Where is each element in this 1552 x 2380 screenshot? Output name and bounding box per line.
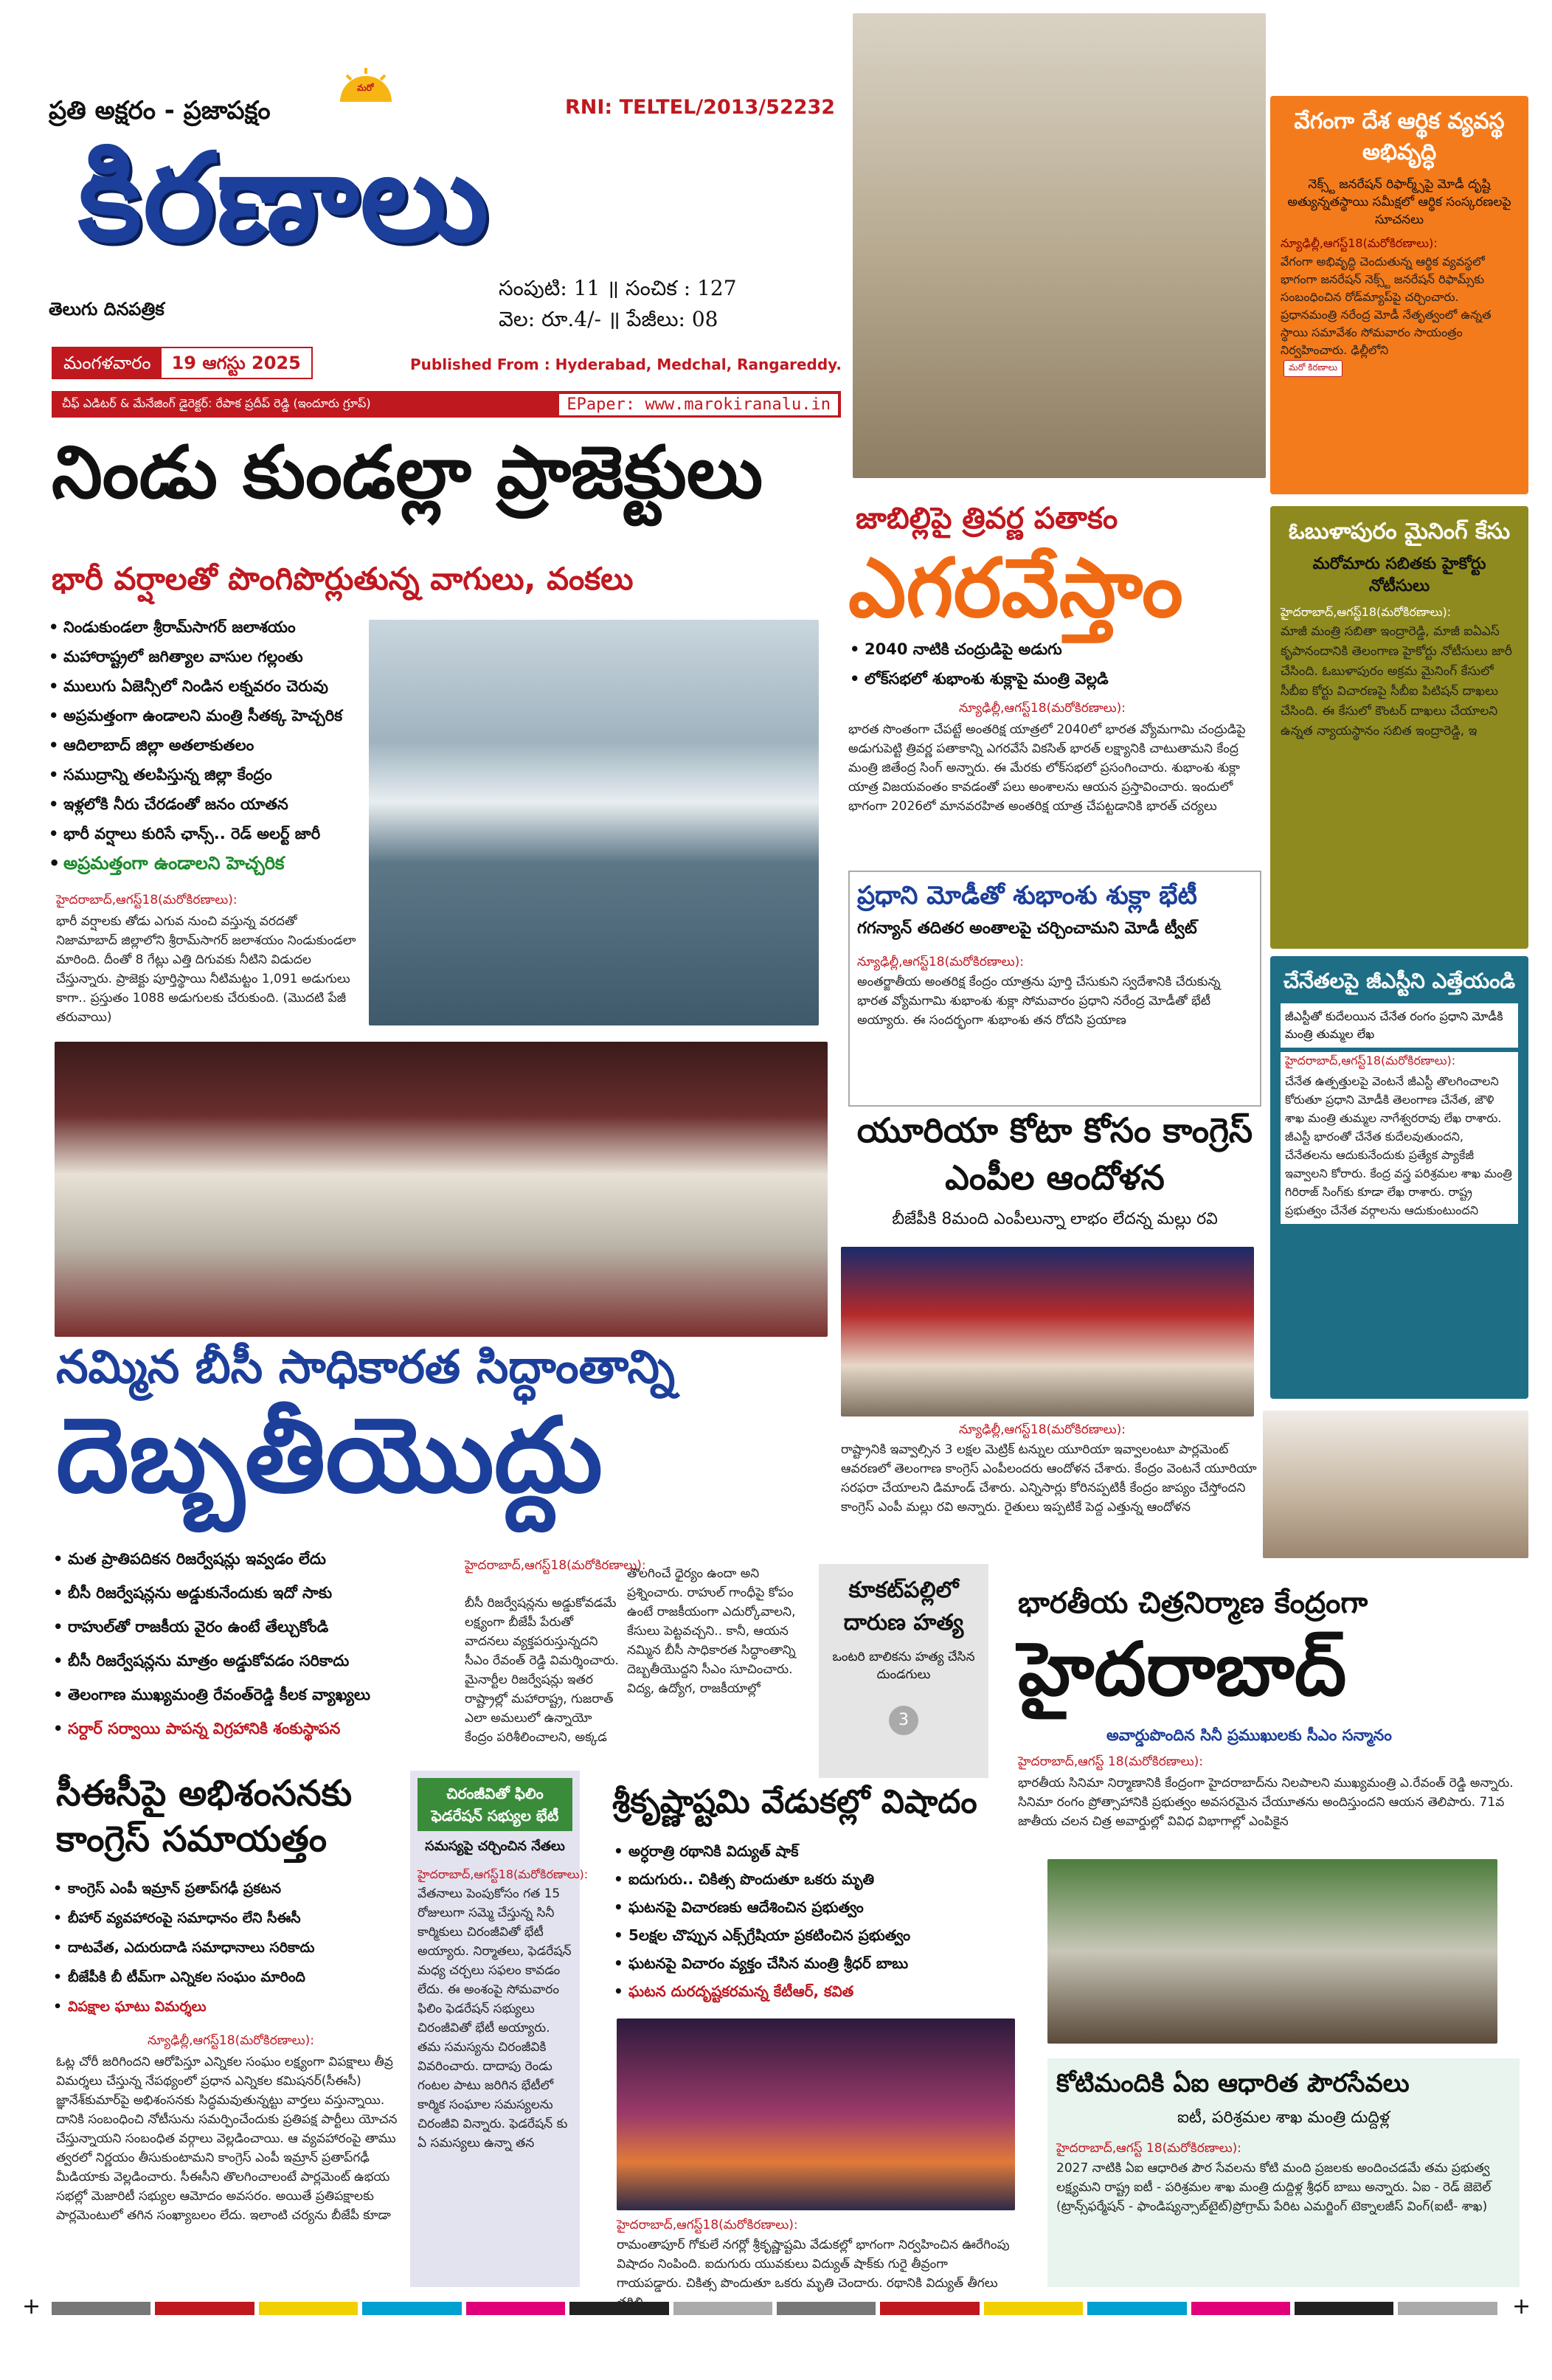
lead-headline: నిండు కుండల్లా ప్రాజెక్టులు	[52, 431, 763, 515]
bc-bullet: • సర్దార్ సర్వాయి పాపన్న విగ్రహానికి శంకుస్థాపన	[52, 1712, 465, 1746]
published-from: Published From : Hyderabad, Medchal, Rangareddy.	[410, 356, 842, 373]
masthead	[27, 15, 845, 428]
dam-photo	[369, 620, 819, 1025]
cec-bullet: • కాంగ్రెస్ ఎంపీ ఇమ్రాన్ ప్రతాప్‌గఢీ ప్రకటన	[52, 1874, 406, 1903]
urea-sub: బీజేపీకి 8మంది ఎంపీలున్నా లాభం లేదన్న మల్లు రవి	[892, 1210, 1218, 1228]
economy-title: వేగంగా దేశ ఆర్థిక వ్యవస్థ అభివృద్ధి	[1294, 108, 1505, 165]
lead-bullet: • నిండుకుండలా శ్రీరామ్‌సాగర్ జలాశయం	[47, 612, 364, 642]
krishna-body: రామంతాపూర్ గోకులే నగర్లో శ్రీకృష్ణాష్టమి వేడుకల్లో భాగంగా నిర్వహించిన ఊరేగింపు విషాదం నింపింది. ఐదుగురు యువకులు విద్యుత్ షాక్‌కు గురై తీవ్రంగా గాయపడ్డారు. చికిత్స పొందుతూ ఒకరు మృతి చెందారు. రథానికి విద్యుత్ తీగలు	[617, 2238, 1010, 2291]
cec-body: ఓట్ల చోరీ జరిగిందని ఆరోపిస్తూ ఎన్నికల సంఘం లక్ష్యంగా విపక్షాలు తీవ్ర విమర్శలు చేస్తున్న నేపథ్యంలో ప్రధాన ఎన్నికల కమిషనర్(సీఈసీ) జ్ఞానేశ్‌కుమార్‌పై అభిశంసనకు సిద్ధమవుతున్నట్టు వార్తలు వస్తున్నాయి. దానికి సంబంధించి నోటీసును సమర్పించేందుకు ప్రతిపక్ష పార్టీలు యోచన చేస్తున్నాయని సంబంధిత వర్గాలు వెల్లడించాయి. ఆ వ్యవహారంపై తాము త్వరలో నిర్ణయం తీసుకుంటామని కాంగ్రెస్ ఎంపీ ఇమ్రాన్ ప్రతాప్‌గఢీ మీడియాకు వెల్లడించారు. సీఈసీని తొలగించాలంటే పార్లమెంట్ ఉభయ సభల్లో మెజారిటీ సభ్యుల ఆమోదం అవసరం. అయితే ప్రతిపక్షాలకు పార్లమెంటులో తగిన సంఖ్యాబలం లేదు. ఇలాంటి చర్యను బీజేపీ కూడా	[56, 2055, 398, 2223]
urea-protest-photo	[841, 1247, 1254, 1416]
bc-bullet: • తెలంగాణ ముఖ్యమంత్రి రేవంత్‌రెడ్డి కీలక వ్యాఖ్యలు	[52, 1678, 465, 1712]
bc-bullet: • మత ప్రాతిపదికన రిజర్వేషన్లు ఇవ్వడం లేదు	[52, 1542, 465, 1576]
chiru-dateline: హైదరాబాద్,ఆగస్ట్18(మరోకిరణాలు):	[418, 1867, 589, 1881]
film-sub: అవార్డుపొందిన సినీ ప్రముఖులకు సీఎం సన్మానం	[1106, 1726, 1392, 1744]
lead-bullet: • మహారాష్ట్రలో జగిత్యాల వాసుల గల్లంతు	[47, 642, 364, 671]
modi-meet-body: అంతర్జాతీయ అంతరిక్ష కేంద్రం యాత్రను పూర్తి చేసుకుని స్వదేశానికి చేరుకున్న భారత వ్యోమగామి శుభాంశు శుక్లా సోమవారం ప్రధాని నరేంద్ర మోడీతో భేటీ అయ్యారు. ఈ సందర్భంగా శుభాంశు తన రోదసి ప్రయాణ	[857, 975, 1221, 1028]
moon-bullet: • లోక్‌సభలో శుభాంశు శుక్లాపై మంత్రి వెల్లడి	[848, 664, 1261, 693]
volume: సంపుటి: 11	[499, 276, 600, 300]
ai-sub: ఐటీ, పరిశ్రమల శాఖ మంత్రి దుద్దిళ్ల	[1177, 2109, 1390, 2127]
pm-astronaut-photo	[853, 13, 1266, 478]
krishna-dateline: హైదరాబాద్,ఆగస్ట్18(మరోకిరణాలు):	[617, 2218, 798, 2232]
bc-bullet: • బీసీ రిజర్వేషన్లను అడ్డుకునేందుకు ఇదో సాకు	[52, 1576, 465, 1610]
chiru-body: వేతనాలు పెంపుకోసం గత 15 రోజులుగా సమ్మె చేస్తున్న సినీ కార్మికులు చిరంజీవితో భేటీ అయ్యారు. నిర్మాతలు, ఫెడరేషన్ మధ్య చర్చలు సఫలం కావడం లేదు. ఈ అంశంపై సోమవారం ఫిలిం ఫెడరేషన్ సభ్యులు చిరంజీవితో భేటీ అయ్యారు. తమ సమస్యను చిరంజీవికి వివరించారు. దాదాపు రెండు గంటల పాటు జరిగిన భేటీలో కార్మిక సంఘాల సమస్యలను చిరంజీవి విన్నారు. ఫెడరేషన్ కు ఏ సమస్యలు ఉన్నా తన	[418, 1886, 572, 2151]
murder-title: కూకట్‌పల్లిలో దారుణ హత్య	[843, 1577, 964, 1636]
modi-meet-sub: గగన్యాన్ తదితర అంతాలపై చర్చించామని మోడీ ట్వీట్	[857, 919, 1197, 938]
date-box	[52, 347, 313, 379]
mining-title: ఓబుళాపురం మైనింగ్ కేసు	[1288, 519, 1511, 544]
urea-headline: యూరియా కోటా కోసం కాంగ్రెస్ ఎంపీల ఆందోళన	[856, 1110, 1253, 1197]
mining-dateline: హైదరాబాద్,ఆగస్ట్18(మరోకిరణాలు):	[1281, 605, 1452, 619]
lead-body: భారీ వర్షాలకు తోడు ఎగువ నుంచి వస్తున్న వరదతో నిజామాబాద్ జిల్లాలోని శ్రీరామ్‌సాగర్ జలాశయం నిండుకుండలా మారింది. దీంతో 8 గేట్లు ఎత్తి దిగువకు నీటిని విడుదల చేస్తున్నారు. ప్రాజెక్టు పూర్తిస్థాయి నీటిమట్టం 1,091 అడుగులు కాగా.. ప్రస్తుతం 1088 అడుగులకు చేరుకుంది. (మొదటి పేజీ తరువాయి)	[56, 914, 356, 1025]
lead-bullet: • ఆదిలాబాద్ జిల్లా అతలాకుతలం	[47, 730, 364, 760]
moon-kicker: జాబిల్లిపై త్రివర్ణ పతాకం	[856, 502, 1118, 536]
mining-box	[1270, 506, 1528, 949]
handloom-title: చేనేతలపై జీఎస్టీని ఎత్తేయండి	[1283, 969, 1516, 993]
film-awardees-photo	[1047, 1859, 1497, 2044]
bc-bullet: • రాహుల్‌తో రాజకీయ వైరం ఉంటే తేల్చుకోండి	[52, 1610, 465, 1644]
registration-mark-icon: +	[22, 2294, 41, 2320]
lead-bullet: • అప్రమత్తంగా ఉండాలని హెచ్చరిక	[47, 848, 364, 878]
issue: సంచిక : 127	[625, 276, 737, 300]
economy-sub: నెక్స్ట్ జనరేషన్ రిఫార్మ్స్‌పై మోడీ దృష్టి అత్యున్నతస్థాయి సమీక్షలో ఆర్థిక సంస్కరణలపై సూచనలు	[1287, 177, 1511, 227]
volume-info: సంపుటి: 11 ॥ సంచిక : 127 వెల: రూ.4/- ॥ పేజీలు: 08	[499, 276, 737, 331]
bc-body-col1: బీసీ రిజర్వేషన్లను అడ్డుకోవడమే లక్ష్యంగా బీజేపీ పేరుతో వాదనలు వ్యక్తపరుస్తున్నదని సీఎం రేవంత్ రెడ్డి విమర్శించారు. మైనార్టీల రిజర్వేషన్లు ఇతర రాష్ట్రాల్లో మహారాష్ట్ర, గుజరాత్ ఎలా అమలులో ఉన్నాయో కేంద్రం పరిశీలించాలని, అక్కడ	[465, 1596, 619, 1745]
krishna-bullets	[612, 1837, 1025, 2005]
price: వెల: రూ.4/-	[499, 307, 602, 331]
cec-bullet: • బీహార్ వ్యవహారంపై సమాధానం లేని సీఈసీ	[52, 1903, 406, 1933]
small-brand: మరో	[357, 83, 374, 93]
lead-bullet: • అప్రమత్తంగా ఉండాలని మంత్రి సీతక్క హెచ్చరిక	[47, 701, 364, 730]
ai-headline: కోటిమందికి ఏఐ ఆధారిత పౌరసేవలు	[1056, 2069, 1410, 2098]
krishna-bullet: • అర్ధరాత్రి రథానికి విద్యుత్ షాక్	[612, 1837, 1025, 1865]
urea-dateline: న్యూఢిల్లీ,ఆగస్ట్18(మరోకిరణాలు):	[959, 1422, 1126, 1437]
chiru-title: చిరంజీవితో ఫిలిం ఫెడరేషన్ సభ్యుల భేటీ	[418, 1778, 572, 1831]
bc-dateline: హైదరాబాద్,ఆగస్ట్18(మరోకిరణాలు):	[465, 1558, 646, 1573]
bc-headline: దెబ్బతీయొద్దు	[56, 1396, 603, 1516]
bc-bullet: • బీసీ రిజర్వేషన్లను మాత్రం అడ్డుకోవడం సరికాదు	[52, 1644, 465, 1678]
lead-bullet: • సముద్రాన్ని తలపిస్తున్న జిల్లా కేంద్రం	[47, 760, 364, 789]
print-color-bar	[52, 2302, 1497, 2315]
cec-dateline: న్యూఢిల్లీ,ఆగస్ట్18(మరోకిరణాలు):	[148, 2033, 314, 2048]
mining-body: మాజీ మంత్రి సబితా ఇంద్రారెడ్డి, మాజీ ఐఏఎస్ కృపానందానికి తెలంగాణ హైకోర్టు నోటీసులు జారీ చేసింది. ఓబుళాపురం అక్రమ మైనింగ్ కేసులో సీబీఐ కోర్టు విచారణపై సీబీఐ పిటిషన్ దాఖలు చేసింది. ఈ కేసులో కౌంటర్ దాఖలు చేయాలని ఉన్నత న్యాయస్థానం సబిత ఇంద్రారెడ్డి, ఇ	[1281, 624, 1512, 738]
murder-page: 3	[889, 1706, 918, 1735]
masthead-tagline: ప్రతి అక్షరం - ప్రజాపక్షం	[49, 96, 271, 125]
cec-headline: సీఈసీపై అభిశంసనకు కాంగ్రెస్ సమాయత్తం	[56, 1773, 353, 1860]
film-dateline: హైదరాబాద్,ఆగస్ట్ 18(మరోకిరణాలు):	[1018, 1754, 1203, 1769]
lead-bullet: • ములుగు ఏజెన్సీలో నిండిన లక్నవరం చెరువు	[47, 671, 364, 701]
cec-bullets	[52, 1874, 406, 2021]
bc-bullets	[52, 1542, 465, 1746]
ai-body: 2027 నాటికి ఏఐ ఆధారిత పౌర సేవలను కోటి మంది ప్రజలకు అందించడమే తమ ప్రభుత్వ లక్ష్యమని రాష్ట్ర ఐటీ - పరిశ్రమల శాఖ మంత్రి దుద్దిళ్ల శ్రీధర్ బాబు అన్నారు. ఏఐ - రెడ్ జెబెల్ (ట్రాన్స్‌ఫర్మేషన్ - ఫాండిష్యన్సాబ్‌టైట్)ప్రోగ్రామ్ పేరిట ఎమర్జింగ్ టెక్నాలజీస్ వింగ్(ఐటీ- శాఖ)	[1056, 2161, 1492, 2214]
editor-line: చీఫ్ ఎడిటర్ & మేనేజింగ్ డైరెక్టర్: రేపాక ప్రదీప్ రెడ్డి (ఇందూరు గ్రూప్)	[62, 395, 371, 410]
lead-dateline: హైదరాబాద్,ఆగస్ట్18(మరోకిరణాలు):	[56, 893, 238, 907]
handloom-dateline: హైదరాబాద్,ఆగస్ట్18(మరోకిరణాలు):	[1281, 1052, 1518, 1072]
lead-bullet: • భారీ వర్షాలు కురిసే ఛాన్స్.. రెడ్ అలర్ట్ జారీ	[47, 819, 364, 848]
daily-label: తెలుగు దినపత్రిక	[49, 299, 164, 319]
sun-logo-icon	[336, 66, 395, 103]
moon-headline: ఎగరవేస్తాం	[848, 541, 1183, 635]
cm-event-photo	[55, 1042, 828, 1337]
lead-sub: భారీ వర్షాలతో పొంగిపొర్లుతున్న వాగులు, వంకలు	[52, 561, 634, 597]
handloom-box	[1270, 956, 1528, 1399]
registration-mark-icon: +	[1512, 2294, 1531, 2320]
epaper-link[interactable]: EPaper: www.marokiranalu.in	[559, 394, 838, 415]
moon-bullets	[848, 634, 1261, 693]
krishna-bullet: • ఐదుగురు.. చికిత్స పొందుతూ ఒకరు మృతి	[612, 1865, 1025, 1893]
mallu-ravi-photo	[1263, 1411, 1528, 1558]
moon-body: భారత సొంతంగా చేపట్టే అంతరిక్ష యాత్రలో 2040లో భారత వ్యోమగామి చంద్రుడిపై అడుగుపెట్టి త్రివర్ణ పతాకాన్ని ఎగరవేసే వికసిత్ భారత్ లక్ష్యానికి చాటుతామని కేంద్ర మంత్రి జితేంద్ర సింగ్ అన్నారు. ఈ మేరకు లోక్‌సభలో ప్రసంగించారు. శుభాంశు శుక్లా యాత్ర విజయవంతం కావడంతో పలు అంశాలను ఆయన ప్రస్తావించారు. ఇందులో భాగంగా 2026లో మానవరహిత అంతరిక్ష యాత్ర చేపట్టడానికి భారత్ చర్యలు	[848, 722, 1246, 814]
urea-body: రాష్ట్రానికి ఇవ్వాల్సిన 3 లక్షల మెట్రిక్ టన్నుల యూరియా ఇవ్వాలంటూ పార్లమెంట్ ఆవరణలో తెలంగాణ కాంగ్రెస్ ఎంపీలందరు ఆందోళన చేశారు. కేంద్రం వెంటనే యూరియా సరఫరా చేయాలని డిమాండ్ చేశారు. ఎన్నిసార్లు కోరినప్పటికీ కేంద్రం జాప్యం చేస్తోందని కాంగ్రెస్ ఎంపీ మల్లు రవి అన్నారు. రైతులు ఇప్పటికే పెద్ద ఎత్తున్న ఆందోళన	[841, 1442, 1257, 1515]
krishna-bullet: • ఘటన దురదృష్టకరమన్న కేటీఆర్, కవిత	[612, 1977, 1025, 2005]
lead-bullets	[47, 612, 364, 878]
cec-bullet: • దాటవేత, ఎదురుదాడి సమాధానాలు సరికాదు	[52, 1933, 406, 1962]
ai-box	[1047, 2058, 1520, 2287]
krishna-bullet: • ఘటనపై విచారం వ్యక్తం చేసిన మంత్రి శ్రీధర్ బాబు	[612, 1949, 1025, 1977]
editor-strip	[52, 391, 841, 418]
krishna-bullet: • ఘటనపై విచారణకు ఆదేశించిన ప్రభుత్వం	[612, 1893, 1025, 1921]
handloom-sub: జీఎస్టీతో కుదేలయిన చేనేత రంగం ప్రధాని మోడీకి మంత్రి తుమ్మల లేఖ	[1281, 1003, 1518, 1048]
film-headline: హైదరాబాద్	[1018, 1626, 1347, 1712]
kiranalu-tag: మరో కిరణాలు	[1283, 360, 1343, 377]
moon-bullet: • 2040 నాటికి చంద్రుడిపై అడుగు	[848, 634, 1261, 664]
modi-meet-box	[848, 871, 1261, 1107]
moon-dateline: న్యూఢిల్లీ,ఆగస్ట్18(మరోకిరణాలు):	[959, 701, 1126, 716]
film-body: భారతీయ సినిమా నిర్మాణానికి కేంద్రంగా హైదరాబాద్‌ను నిలపాలని ముఖ్యమంత్రి ఎ.రేవంత్ రెడ్డి అన్నారు. సినిమా రంగం ప్రోత్సాహానికి ప్రభుత్వం అవసరమైన చేయూతను అందిస్తుందని ఆయన తెలిపారు. 71వ జాతీయ చలన చిత్ర అవార్డుల్లో వివిధ విభాగాల్లో ఎంపికైన	[1018, 1776, 1514, 1829]
rni-number: RNI: TELTEL/2013/52232	[565, 96, 836, 119]
modi-meet-dateline: న్యూఢిల్లీ,ఆగస్ట్18(మరోకిరణాలు):	[857, 955, 1024, 969]
murder-box	[819, 1564, 988, 1778]
date-label: 19 ఆగస్టు 2025	[171, 353, 301, 373]
brand-logo: కిరణాలు	[78, 127, 491, 269]
ai-dateline: హైదరాబాద్,ఆగస్ట్ 18(మరోకిరణాలు):	[1056, 2141, 1241, 2156]
day-label: మంగళవారం	[53, 348, 162, 378]
modi-meet-headline: ప్రధాని మోడీతో శుభాంశు శుక్లా భేటీ	[857, 881, 1197, 910]
mining-sub: మరోమారు సబితకు హైకోర్టు నోటీసులు	[1312, 555, 1486, 595]
pages: పేజీలు: 08	[626, 307, 718, 331]
lead-bullet: • ఇళ్లలోకి నీరు చేరడంతో జనం యాతన	[47, 789, 364, 819]
economy-dateline: న్యూఢిల్లీ,ఆగస్ట్18(మరోకిరణాలు):	[1281, 236, 1438, 250]
chiru-box	[410, 1771, 589, 2287]
cec-bullet: • విపక్షాల ఘాటు విమర్శలు	[52, 1992, 406, 2021]
economy-body: వేగంగా అభివృద్ధి చెందుతున్న ఆర్థిక వ్యవస్థలో భాగంగా జనరేషన్ నెక్స్ట్ జనరేషన్ రిఫామ్స్‌కు సంబంధించిన రోడ్‌మ్యాప్‌పై చర్చించారు. ప్రధానమంత్రి నరేంద్ర మోడీ నేతృత్వంలో ఉన్నత స్థాయి సమావేశం సోమవారం సాయంత్రం నిర్వహించారు. ఢిల్లీలోని	[1281, 255, 1492, 357]
murder-sub: ఒంటరి బాలికను హత్య చేసిన దుండగులు	[832, 1650, 975, 1682]
krishna-bullet: • 5లక్షల చొప్పున ఎక్స్‌గ్రేషియా ప్రకటించిన ప్రభుత్వం	[612, 1921, 1025, 1949]
chiru-sub: సమస్యపై చర్చించిన నేతలు	[425, 1838, 565, 1854]
krishna-rath-photo	[617, 2018, 1015, 2210]
cec-bullet: • బీజేపీకి బీ టీమ్‌గా ఎన్నికల సంఘం మారింది	[52, 1962, 406, 1992]
bc-body-col2: తొలగించే ధైర్యం ఉందా అని ప్రశ్నించారు. రాహుల్ గాంధీపై కోపం ఉంటే రాజకీయంగా ఎదుర్కోవాలని, కేసులు పెట్టవచ్చని.. కానీ, ఆయన నమ్మిన బీసీ సాధికారత సిద్ధాంతాన్ని దెబ్బతీయొద్దని సీఎం సూచించారు. విద్య, ఉద్యోగ, రాజకీయాల్లో	[627, 1566, 796, 1696]
handloom-body: చేనేత ఉత్పత్తులపై వెంటనే జీఎస్టీ తొలగించాలని కోరుతూ ప్రధాని మోడీకి తెలంగాణ చేనేత, జౌళి శాఖ మంత్రి తుమ్మల నాగేశ్వరరావు లేఖ రాశారు. జీఎస్టీ భారంతో చేనేత కుదేలవుతుందని, చేనేతలను ఆదుకునేందుకు ప్రత్యేక ప్యాకేజీ ఇవ్వాలని కోరారు. కేంద్ర వస్త్ర పరిశ్రమల శాఖ మంత్రి గిరిరాజ్ సింగ్‌కు కూడా లేఖ రాశారు. రాష్ట్ర ప్రభుత్వం చేనేత వర్గాలను ఆదుకుంటుందని	[1281, 1072, 1518, 1224]
krishna-headline: శ్రీకృష్ణాష్టమి వేడుకల్లో విషాదం	[612, 1783, 977, 1821]
bc-kicker: నమ్మిన బీసీ సాధికారత సిద్ధాంతాన్ని	[56, 1340, 676, 1394]
economy-box	[1270, 96, 1528, 494]
film-kicker: భారతీయ చిత్రనిర్మాణ కేంద్రంగా	[1018, 1586, 1368, 1620]
